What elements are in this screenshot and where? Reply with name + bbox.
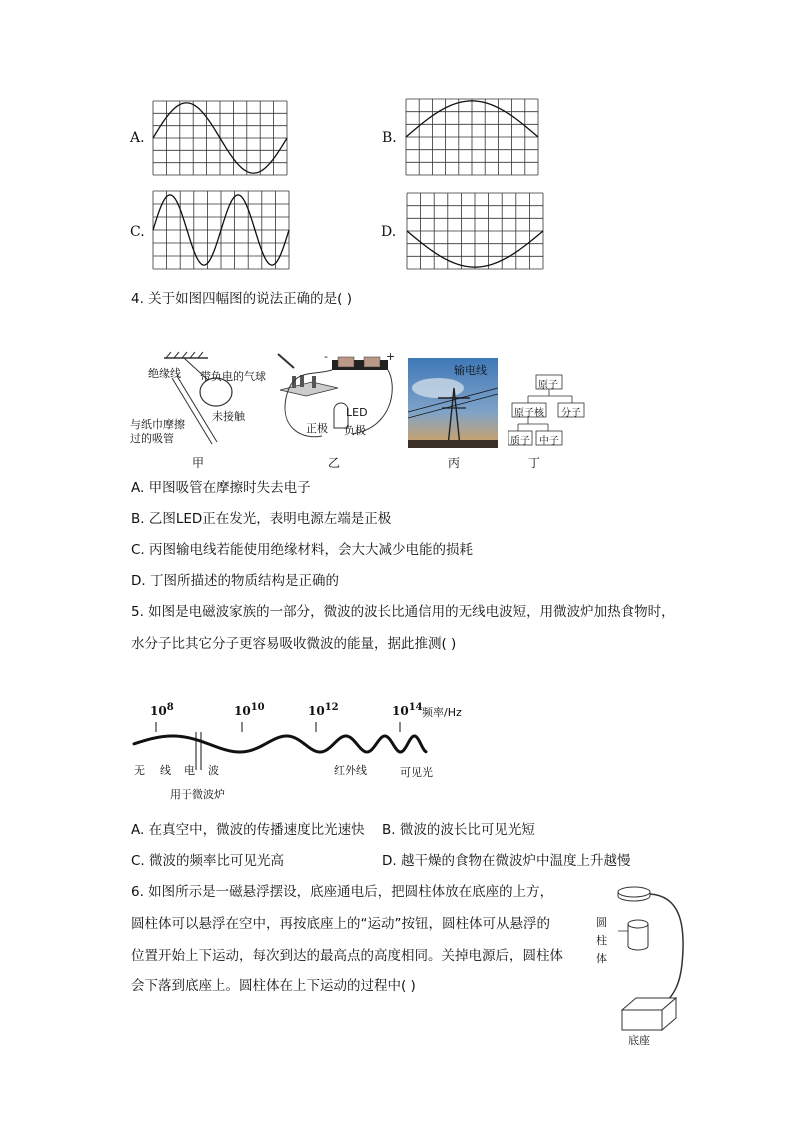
label-insulating-thread: 绝缘线 xyxy=(148,367,181,380)
label-radio-3: 电 xyxy=(184,764,195,777)
maglev-figure xyxy=(590,884,700,1054)
label-minus: - xyxy=(324,350,328,363)
q6-line3: 位置开始上下运动，每次到达的最高点的高度相同。关掉电源后，圆柱体 xyxy=(131,948,563,964)
label-balloon: 带负电的气球 xyxy=(200,370,266,383)
q4-stem: 4. 关于如图四幅图的说法正确的是( ) xyxy=(131,291,352,307)
tick-1e10: $10^{10}$ xyxy=(234,702,265,718)
label-radio-2: 线 xyxy=(160,764,171,777)
grid-c xyxy=(152,190,290,270)
q5-option-a: A. 在真空中，微波的传播速度比光速快 xyxy=(131,822,365,838)
option-b-label: B. xyxy=(382,130,397,146)
option-c-graph xyxy=(152,190,290,270)
label-positive: 正极 xyxy=(306,422,328,435)
q4-option-d: D. 丁图所描述的物质结构是正确的 xyxy=(131,573,339,589)
q6-line2: 圆柱体可以悬浮在空中，再按底座上的“运动”按钮，圆柱体可从悬浮的 xyxy=(131,916,550,932)
grid-b xyxy=(405,98,539,176)
label-visible: 可见光 xyxy=(400,766,433,779)
option-d-graph xyxy=(406,192,544,270)
em-spectrum-figure xyxy=(130,700,470,800)
label-infrared: 红外线 xyxy=(334,764,367,777)
tick-1e14: $10^{14}$ xyxy=(392,702,423,718)
q4-option-b: B. 乙图LED正在发光，表明电源左端是正极 xyxy=(131,511,392,527)
q4-option-c: C. 丙图输电线若能使用绝缘材料，会大大减少电能的损耗 xyxy=(131,542,474,558)
option-a-label: A. xyxy=(130,130,145,146)
q5-option-b: B. 微波的波长比可见光短 xyxy=(382,822,535,838)
label-power-line: 输电线 xyxy=(454,364,487,377)
label-neutron: 中子 xyxy=(539,436,559,447)
q5-stem-line2: 水分子比其它分子更容易吸收微波的能量，据此推测( ) xyxy=(131,636,457,652)
tick-1e8: $10^8$ xyxy=(150,702,174,718)
figure-bing xyxy=(408,358,498,468)
spectrum-wave xyxy=(134,736,426,752)
figure-yi xyxy=(272,348,402,468)
label-radio-1: 无 xyxy=(134,764,145,777)
label-proton: 质子 xyxy=(510,436,530,447)
q5-stem-line1: 5. 如图是电磁波家族的一部分，微波的波长比通信用的无线电波短，用微波炉加热食物时， xyxy=(131,604,675,620)
label-atom: 原子 xyxy=(538,380,558,391)
label-no-contact: 未接触 xyxy=(212,410,245,423)
caption-jia: 甲 xyxy=(192,456,205,470)
figure-jia xyxy=(128,348,268,468)
label-led: LED xyxy=(346,406,368,419)
label-microwave-oven: 用于微波炉 xyxy=(170,788,225,801)
q4-option-a: A. 甲图吸管在摩擦时失去电子 xyxy=(131,480,311,496)
option-a-graph xyxy=(152,100,288,176)
caption-yi: 乙 xyxy=(328,456,341,470)
option-d-label: D. xyxy=(381,224,397,240)
label-straw-2: 过的吸管 xyxy=(130,432,174,445)
q5-option-c: C. 微波的频率比可见光高 xyxy=(131,853,285,869)
caption-ding: 丁 xyxy=(528,456,541,470)
q6-line4: 会下落到底座上。圆柱体在上下运动的过程中( ) xyxy=(131,978,416,994)
option-b-graph xyxy=(405,98,539,176)
label-plus: + xyxy=(386,350,396,363)
grid-d xyxy=(406,192,544,270)
figure-ding xyxy=(508,372,588,468)
q5-option-d: D. 越干燥的食物在微波炉中温度上升越慢 xyxy=(382,853,631,869)
grid-a xyxy=(152,100,288,176)
option-c-label: C. xyxy=(130,224,145,240)
label-frequency: 频率/Hz xyxy=(422,706,462,719)
tick-1e12: $10^{12}$ xyxy=(308,702,339,718)
label-radio-4: 波 xyxy=(208,764,219,777)
label-molecule: 分子 xyxy=(561,408,581,419)
label-base: 底座 xyxy=(628,1034,650,1047)
label-cylinder: 圆 柱 体 xyxy=(596,916,607,965)
label-nucleus: 原子核 xyxy=(514,408,544,419)
label-straw-1: 与纸巾摩擦 xyxy=(130,418,185,431)
caption-bing: 丙 xyxy=(448,456,461,470)
q6-line1: 6. 如图所示是一磁悬浮摆设，底座通电后，把圆柱体放在底座的上方， xyxy=(131,884,554,900)
label-negative: 负极 xyxy=(344,424,366,437)
